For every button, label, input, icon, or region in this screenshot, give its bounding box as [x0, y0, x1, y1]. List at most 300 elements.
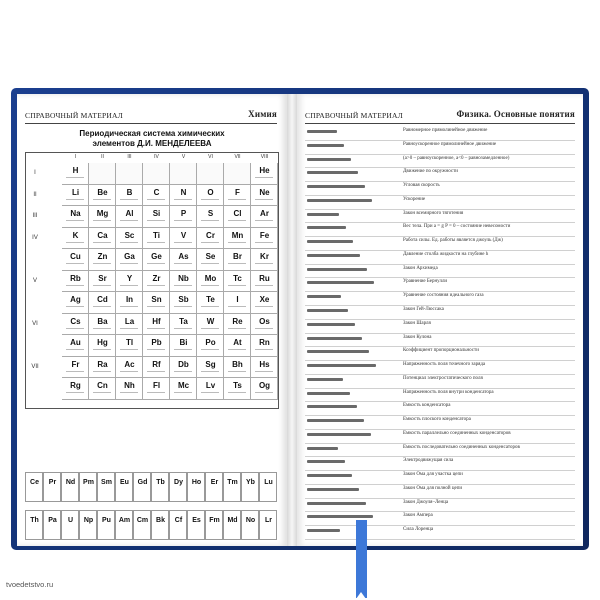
element-cell: [143, 206, 170, 228]
left-page: [17, 94, 287, 546]
element-symbol: Cm: [136, 517, 149, 524]
element-detail-line: [174, 263, 192, 264]
formula-description: Давление столба жидкости на глубине h: [403, 251, 489, 257]
element-cell: [197, 206, 224, 228]
formula-description: Емкость конденсатора: [403, 403, 451, 409]
actinide-cell: [259, 510, 277, 540]
element-cell: [224, 378, 251, 400]
element-symbol: Mc: [177, 381, 190, 390]
actinide-cell: [133, 510, 151, 540]
right-header-label: СПРАВОЧНЫЙ МАТЕРИАЛ: [305, 111, 403, 120]
element-symbol: Ra: [97, 359, 108, 369]
formula-divider: [305, 511, 575, 512]
formula-description: Работа силы. Ед. работы является джоуль (Дж): [403, 238, 503, 244]
element-cell: [251, 206, 278, 228]
lanthanide-cell: [205, 472, 223, 502]
element-symbol: Mg: [96, 209, 109, 218]
formula-divider: [305, 195, 575, 196]
element-detail-line: [174, 199, 192, 200]
formula-divider: [305, 222, 575, 223]
element-symbol: Os: [259, 316, 270, 326]
right-header-title: Физика. Основные понятия: [456, 109, 575, 119]
element-detail-line: [66, 371, 84, 372]
group-header: VIII: [260, 154, 269, 160]
element-detail-line: [255, 263, 273, 264]
element-symbol: La: [124, 316, 135, 326]
formula-description: Напряженность поля внутри конденсатора: [403, 389, 494, 395]
element-symbol: C: [153, 187, 160, 197]
element-cell: [143, 357, 170, 379]
element-symbol: F: [235, 187, 240, 197]
element-detail-line: [120, 220, 138, 221]
element-cell: [89, 357, 116, 379]
formula-glyphs: [307, 337, 362, 340]
element-symbol: Ru: [259, 273, 270, 283]
element-symbol: Fe: [259, 230, 270, 240]
formula-glyphs: [307, 323, 355, 326]
actinide-cell: [43, 510, 61, 540]
element-detail-line: [66, 285, 84, 286]
periodic-title-line2: элементов Д.И. МЕНДЕЛЕЕВА: [92, 139, 212, 148]
element-detail-line: [120, 371, 138, 372]
lanthanide-cell: [259, 472, 277, 502]
element-cell: [197, 378, 224, 400]
actinide-cell: [151, 510, 169, 540]
element-symbol: Br: [233, 252, 242, 261]
element-cell: [116, 163, 143, 185]
element-cell: [224, 249, 251, 271]
right-page: [297, 94, 583, 546]
element-detail-line: [66, 199, 84, 200]
element-cell: [116, 206, 143, 228]
element-cell: [251, 335, 278, 357]
actinide-cell: [79, 510, 97, 540]
element-detail-line: [255, 371, 273, 372]
formula-divider: [305, 374, 575, 375]
formula-description: Напряженность поля точечного заряда: [403, 362, 486, 368]
element-cell: [143, 378, 170, 400]
formula-divider: [305, 415, 575, 416]
period-label: III: [32, 213, 38, 219]
element-symbol: P: [180, 209, 187, 218]
element-cell: [170, 228, 197, 250]
element-cell: [116, 185, 143, 207]
formula-divider: [305, 305, 575, 306]
element-symbol: Mo: [204, 273, 217, 283]
element-cell: [251, 314, 278, 336]
element-detail-line: [93, 285, 111, 286]
element-cell: [251, 271, 278, 293]
element-cell: [251, 163, 278, 185]
element-symbol: Sc: [124, 230, 135, 240]
element-symbol: Nb: [178, 273, 189, 283]
element-detail-line: [201, 349, 219, 350]
element-symbol: Sg: [205, 359, 216, 369]
element-symbol: Pa: [48, 517, 57, 524]
element-detail-line: [255, 328, 273, 329]
element-symbol: Rn: [259, 338, 270, 347]
element-symbol: Pb: [151, 338, 162, 347]
formula-divider: [305, 456, 575, 457]
element-cell: [62, 228, 89, 250]
element-symbol: Si: [152, 209, 161, 218]
formula-divider: [305, 360, 575, 361]
element-symbol: No: [245, 517, 256, 524]
element-symbol: Sb: [178, 295, 189, 304]
element-detail-line: [201, 199, 219, 200]
formula-glyphs: [307, 268, 367, 271]
formula-glyphs: [307, 309, 348, 312]
lanthanide-cell: [115, 472, 133, 502]
element-detail-line: [93, 263, 111, 264]
element-detail-line: [201, 263, 219, 264]
element-symbol: Se: [205, 252, 216, 261]
periodic-table-title: [17, 129, 287, 149]
formula-glyphs: [307, 515, 373, 518]
element-detail-line: [174, 392, 192, 393]
element-symbol: Ar: [260, 209, 269, 218]
element-detail-line: [66, 328, 84, 329]
formula-divider: [305, 140, 575, 141]
element-detail-line: [255, 242, 273, 243]
formula-glyphs: [307, 213, 339, 216]
formula-description: Потенциал электростатического поля: [403, 375, 483, 381]
book-gutter: [287, 94, 297, 546]
element-symbol: Ho: [191, 479, 202, 486]
element-symbol: Hf: [152, 316, 161, 326]
element-detail-line: [93, 349, 111, 350]
formula-description: Закон Шарля: [403, 320, 431, 326]
element-symbol: Na: [70, 209, 81, 218]
element-cell: [89, 228, 116, 250]
element-cell: [89, 335, 116, 357]
element-cell: [62, 206, 89, 228]
formula-description: Закон Ома для полной цепи: [403, 485, 463, 491]
element-detail-line: [255, 285, 273, 286]
element-cell: [62, 292, 89, 314]
element-symbol: Bh: [232, 359, 243, 369]
element-symbol: Te: [206, 295, 215, 304]
element-detail-line: [228, 306, 246, 307]
element-detail-line: [147, 285, 165, 286]
element-cell: [170, 378, 197, 400]
element-detail-line: [120, 349, 138, 350]
formula-glyphs: [307, 240, 353, 243]
element-symbol: Ag: [70, 295, 81, 304]
formula-divider: [305, 388, 575, 389]
formula-description: Закон всемирного тяготения: [403, 210, 464, 216]
element-cell: [89, 163, 116, 185]
lanthanide-cell: [43, 472, 61, 502]
element-symbol: Fl: [152, 381, 161, 390]
element-symbol: Np: [83, 517, 94, 524]
formula-description: Закон Гей-Люссака: [403, 306, 444, 312]
period-label: I: [34, 170, 36, 176]
element-cell: [143, 314, 170, 336]
element-detail-line: [120, 199, 138, 200]
formula-description: Уравнение Бернулли: [403, 279, 448, 285]
formula-glyphs: [307, 433, 371, 436]
element-detail-line: [201, 220, 219, 221]
element-detail-line: [255, 177, 273, 178]
formula-description: Емкость плоского конденсатора: [403, 417, 471, 423]
formula-glyphs: [307, 419, 364, 422]
period-label: V: [32, 277, 37, 284]
element-symbol: Hg: [97, 338, 108, 347]
element-symbol: N: [180, 187, 187, 197]
element-cell: [224, 335, 251, 357]
element-symbol: Md: [227, 517, 238, 524]
element-symbol: Ac: [124, 359, 135, 369]
actinide-cell: [115, 510, 133, 540]
element-cell: [197, 292, 224, 314]
element-symbol: Dy: [174, 479, 183, 486]
element-cell: [89, 314, 116, 336]
lanthanide-cell: [133, 472, 151, 502]
element-symbol: Zn: [97, 252, 108, 261]
element-cell: [116, 335, 143, 357]
element-symbol: Rb: [70, 273, 81, 283]
element-detail-line: [147, 220, 165, 221]
formula-glyphs: [307, 144, 344, 147]
element-symbol: Eu: [120, 479, 129, 486]
element-cell: [89, 378, 116, 400]
element-symbol: Ce: [30, 479, 39, 486]
formula-divider: [305, 209, 575, 210]
element-cell: [224, 206, 251, 228]
element-detail-line: [255, 199, 273, 200]
element-cell: [62, 271, 89, 293]
element-symbol: W: [206, 316, 215, 326]
element-symbol: Ts: [233, 381, 242, 390]
element-cell: [116, 378, 143, 400]
element-detail-line: [93, 199, 111, 200]
formula-divider: [305, 346, 575, 347]
formula-description: Емкость параллельно соединенных конденсаторов: [403, 430, 511, 436]
element-symbol: Yb: [246, 479, 255, 486]
formula-divider: [305, 181, 575, 182]
element-detail-line: [147, 306, 165, 307]
element-detail-line: [228, 371, 246, 372]
element-symbol: Ge: [151, 252, 162, 261]
lanthanide-cell: [79, 472, 97, 502]
formula-divider: [305, 498, 575, 499]
formula-divider: [305, 250, 575, 251]
element-cell: [116, 271, 143, 293]
element-symbol: Li: [71, 187, 80, 197]
element-detail-line: [174, 220, 192, 221]
element-symbol: Sm: [101, 479, 112, 486]
element-symbol: Y: [126, 273, 133, 283]
left-header-title: Химия: [248, 109, 277, 119]
left-header-label: СПРАВОЧНЫЙ МАТЕРИАЛ: [25, 111, 123, 120]
element-cell: [62, 357, 89, 379]
element-symbol: Nh: [124, 381, 135, 390]
group-header: II: [101, 154, 104, 160]
actinide-cell: [241, 510, 259, 540]
formula-divider: [305, 539, 575, 540]
formula-divider: [305, 470, 575, 471]
element-cell: [197, 357, 224, 379]
lanthanide-cell: [187, 472, 205, 502]
element-detail-line: [228, 263, 246, 264]
lanthanide-cell: [223, 472, 241, 502]
element-symbol: Cf: [174, 517, 183, 524]
element-cell: [251, 292, 278, 314]
element-cell: [89, 271, 116, 293]
element-symbol: Be: [97, 187, 108, 197]
element-cell: [170, 292, 197, 314]
element-detail-line: [120, 306, 138, 307]
element-detail-line: [120, 392, 138, 393]
element-detail-line: [66, 392, 84, 393]
formula-description: Закон Джоуля–Ленца: [403, 499, 449, 505]
formula-glyphs: [307, 378, 343, 381]
formula-divider: [305, 429, 575, 430]
formula-description: Сила Лоренца: [403, 527, 434, 533]
actinide-cell: [61, 510, 79, 540]
element-detail-line: [120, 242, 138, 243]
element-cell: [170, 335, 197, 357]
element-cell: [62, 335, 89, 357]
element-cell: [170, 271, 197, 293]
element-detail-line: [228, 349, 246, 350]
element-symbol: U: [67, 517, 74, 524]
formula-glyphs: [307, 281, 374, 284]
element-symbol: Nd: [65, 479, 76, 486]
periodic-table-grid: [25, 152, 279, 409]
element-symbol: O: [207, 187, 214, 197]
element-cell: [197, 185, 224, 207]
element-detail-line: [147, 349, 165, 350]
lanthanide-cell: [241, 472, 259, 502]
element-cell: [170, 249, 197, 271]
formula-description: Электродвижущая сила: [403, 458, 454, 464]
group-header: VII: [234, 154, 241, 160]
element-detail-line: [93, 242, 111, 243]
formula-divider: [305, 264, 575, 265]
element-symbol: As: [178, 252, 189, 261]
formula-description: Закон Ампера: [403, 513, 433, 519]
formula-glyphs: [307, 130, 337, 133]
periodic-title-line1: Периодическая система химических: [79, 129, 225, 138]
element-cell: [224, 271, 251, 293]
group-header: I: [74, 154, 77, 160]
element-cell: [170, 206, 197, 228]
element-symbol: Tb: [156, 479, 165, 486]
period-label: VII: [31, 363, 39, 370]
formula-description: Угловая скорость: [403, 183, 440, 189]
element-symbol: Ne: [259, 187, 270, 197]
formula-glyphs: [307, 171, 358, 174]
element-detail-line: [120, 328, 138, 329]
element-symbol: K: [72, 230, 79, 240]
element-cell: [224, 163, 251, 185]
group-header: V: [181, 154, 186, 160]
element-cell: [251, 249, 278, 271]
formula-divider: [305, 291, 575, 292]
element-symbol: At: [233, 338, 242, 347]
formula-glyphs: [307, 447, 338, 450]
element-cell: [251, 378, 278, 400]
element-symbol: V: [180, 230, 187, 240]
element-detail-line: [93, 328, 111, 329]
element-cell: [251, 357, 278, 379]
element-detail-line: [255, 220, 273, 221]
period-label: IV: [32, 234, 38, 241]
element-cell: [224, 185, 251, 207]
formula-glyphs: [307, 158, 351, 161]
lanthanide-cell: [25, 472, 43, 502]
actinide-cell: [223, 510, 241, 540]
formula-glyphs: [307, 364, 376, 367]
element-symbol: Fm: [209, 517, 220, 524]
element-symbol: Re: [232, 316, 243, 326]
element-symbol: Am: [118, 517, 131, 524]
element-cell: [143, 292, 170, 314]
right-header-rule: [305, 123, 575, 124]
element-symbol: Db: [178, 359, 189, 369]
element-symbol: B: [126, 187, 133, 197]
element-cell: [89, 249, 116, 271]
element-symbol: Mn: [231, 230, 244, 240]
element-symbol: He: [259, 166, 270, 175]
element-symbol: Cn: [97, 381, 108, 390]
element-cell: [143, 163, 170, 185]
element-symbol: Cl: [233, 209, 242, 218]
lanthanide-cell: [61, 472, 79, 502]
element-symbol: Rg: [70, 381, 81, 390]
formula-glyphs: [307, 254, 360, 257]
formula-glyphs: [307, 185, 365, 188]
element-detail-line: [66, 220, 84, 221]
formula-divider: [305, 154, 575, 155]
element-cell: [62, 163, 89, 185]
lanthanide-cell: [169, 472, 187, 502]
element-detail-line: [228, 328, 246, 329]
element-symbol: Sn: [151, 295, 162, 304]
element-detail-line: [228, 220, 246, 221]
element-detail-line: [255, 306, 273, 307]
actinide-cell: [25, 510, 43, 540]
formula-glyphs: [307, 199, 372, 202]
element-symbol: Pm: [83, 479, 94, 486]
formula-glyphs: [307, 488, 359, 491]
element-cell: [224, 357, 251, 379]
lanthanide-cell: [151, 472, 169, 502]
element-cell: [89, 292, 116, 314]
formula-divider: [305, 319, 575, 320]
element-cell: [116, 357, 143, 379]
group-header: IV: [154, 154, 159, 160]
element-symbol: Zr: [152, 273, 161, 283]
element-detail-line: [201, 242, 219, 243]
element-detail-line: [201, 285, 219, 286]
formula-divider: [305, 443, 575, 444]
element-cell: [224, 228, 251, 250]
formula-glyphs: [307, 405, 357, 408]
group-header: III: [127, 154, 132, 160]
element-detail-line: [93, 306, 111, 307]
element-detail-line: [228, 242, 246, 243]
element-symbol: Cr: [206, 230, 215, 240]
element-detail-line: [147, 392, 165, 393]
element-symbol: Pu: [102, 517, 111, 524]
element-detail-line: [174, 371, 192, 372]
element-cell: [251, 185, 278, 207]
element-detail-line: [66, 306, 84, 307]
element-detail-line: [174, 328, 192, 329]
